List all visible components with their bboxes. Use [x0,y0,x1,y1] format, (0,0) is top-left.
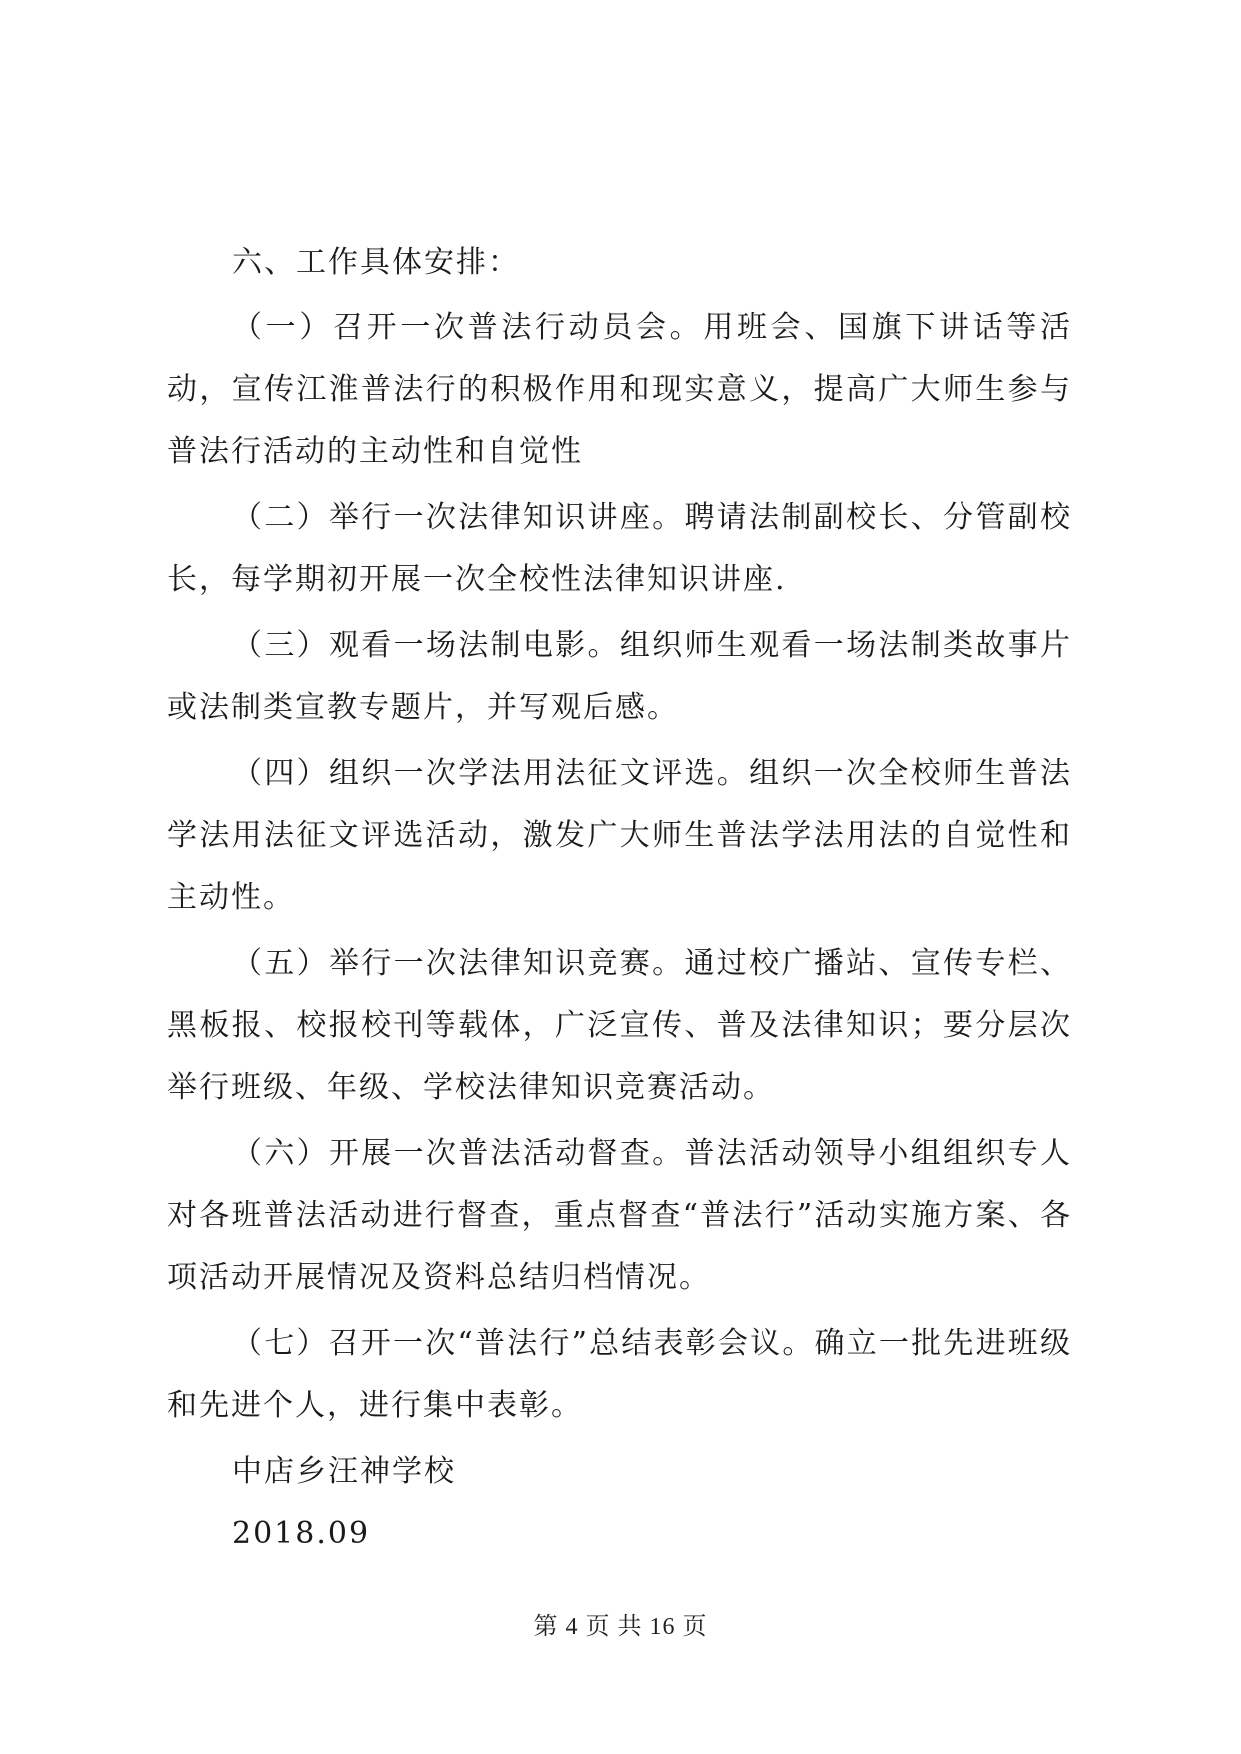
arrangement-item-4: （四）组织一次学法用法征文评选。组织一次全校师生普法学法用法征文评选活动，激发广大师生普法学法用法的自觉性和主动性。 [167,756,1072,915]
section-heading: 六、工作具体安排： [232,245,520,280]
document-date: 2018.09 [232,1516,371,1551]
school-signature: 中店乡汪神学校 [232,1454,456,1489]
arrangement-item-2: （二）举行一次法律知识讲座。聘请法制副校长、分管副校长，每学期初开展一次全校性法律知识讲座. [167,500,1072,597]
document-body [167,232,1072,1565]
page-number-footer: 第 4 页 共 16 页 [533,1614,708,1640]
arrangement-item-6: （六）开展一次普法活动督查。普法活动领导小组组织专人对各班普法活动进行督查，重点督查“普法行”活动实施方案、各项活动开展情况及资料总结归档情况。 [167,1136,1072,1295]
arrangement-item-7: （七）召开一次“普法行”总结表彰会议。确立一批先进班级和先进个人，进行集中表彰。 [167,1326,1072,1423]
arrangement-item-3: （三）观看一场法制电影。组织师生观看一场法制类故事片或法制类宣教专题片，并写观后感。 [167,628,1072,725]
arrangement-item-1: （一）召开一次普法行动员会。用班会、国旗下讲话等活动，宣传江淮普法行的积极作用和现实意义，提高广大师生参与普法行活动的主动性和自觉性 [167,310,1072,469]
arrangement-item-5: （五）举行一次法律知识竞赛。通过校广播站、宣传专栏、黑板报、校报校刊等载体，广泛宣传、普及法律知识；要分层次举行班级、年级、学校法律知识竞赛活动。 [167,946,1072,1105]
